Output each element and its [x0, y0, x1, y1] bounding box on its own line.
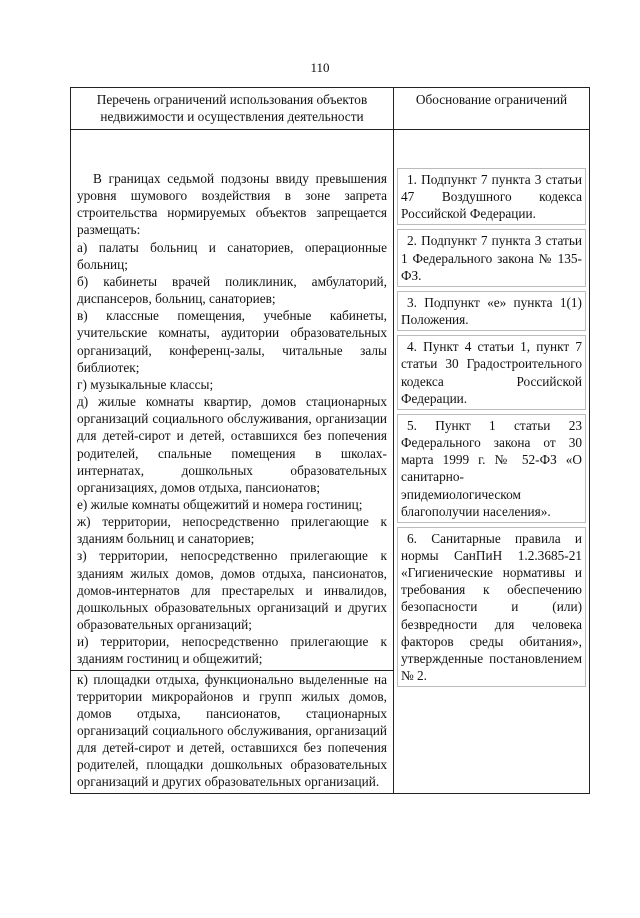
- table-body-row: [71, 130, 589, 793]
- restrictions-intro: В границах седьмой подзоны ввиду превышения уровня шумового воздействия в зоне запрета строительства нормируемых объектов запрещается размещать:: [77, 171, 387, 238]
- restrictions-table: [70, 87, 590, 794]
- justification-item-3: 3. Подпункт «е» пункта 1(1) Положения.: [397, 291, 586, 331]
- justification-item-6: 6. Санитарные правила и нормы СанПиН 1.2.3685-21 «Гигиенические нормативы и требования к обеспечению безопасности и (или) безвредности для человека факторов среды обитания», утвержденные постановлением № 2.: [397, 527, 586, 687]
- header-justification: Обоснование ограничений: [415, 92, 568, 107]
- justification-item-2: 2. Подпункт 7 пункта 3 статьи 1 Федерального закона № 135-ФЗ.: [397, 229, 586, 286]
- restriction-item-e: е) жилые комнаты общежитий и номера гостиниц;: [77, 496, 363, 512]
- restriction-item-k: к) площадки отдыха, функционально выделенные на территории микрорайонов и групп жилых домов, домов отдыха, пансионатов, стационарных организаций социального обслуживания, организаций для детей-сирот и детей, оставшихся без попечения родителей, площадки дошкольных образовательных организаций и других образовательных организаций.: [71, 670, 393, 791]
- restrictions-cell: [71, 130, 394, 793]
- restriction-item-z: з) территории, непосредственно прилегающие к зданиям жилых домов, домов отдыха, пансионатов, домов-интернатов для престарелых и инвалидов, дошкольных образовательных организаций и других образовательных организаций;: [77, 548, 387, 633]
- page-number: 110: [310, 60, 330, 75]
- justification-item-1: 1. Подпункт 7 пункта 3 статьи 47 Воздушного кодекса Российской Федерации.: [397, 168, 586, 225]
- restriction-item-zh: ж) территории, непосредственно прилегающие к зданиям больниц и санаториев;: [77, 514, 387, 547]
- restriction-item-b: б) кабинеты врачей поликлиник, амбулаторий, диспансеров, больниц, санаториев;: [77, 273, 387, 307]
- restriction-item-a: а) палаты больниц и санаториев, операционные больниц;: [77, 239, 387, 272]
- justification-item-4: 4. Пункт 4 статьи 1, пункт 7 статьи 30 Градостроительного кодекса Российской Федерации.: [397, 335, 586, 410]
- restriction-item-g: г) музыкальные классы;: [77, 376, 214, 392]
- header-restrictions: Перечень ограничений использования объектов недвижимости и осуществления деятельности: [71, 88, 394, 129]
- restriction-item-i: и) территории, непосредственно прилегающие к зданиям гостиниц и общежитий;: [77, 634, 387, 667]
- restriction-item-d: д) жилые комнаты квартир, домов стационарных организаций социального обслуживания, организации для детей-сирот и детей, оставшихся без попечения родителей, спальные помещения в школах-интернатах, дошкольных образовательных организациях, домов отдыха, пансионатов;: [77, 394, 387, 495]
- justifications-cell: [394, 130, 589, 793]
- table-header-row: [71, 88, 589, 130]
- restriction-item-v: в) классные помещения, учебные кабинеты, учительские комнаты, аудитории образовательных организаций, конференц-залы, читальные залы библиотек;: [77, 308, 387, 375]
- justification-item-5: 5. Пункт 1 статьи 23 Федерального закона от 30 марта 1999 г. № 52-ФЗ «О санитарно-эпидемиологическом благополучии населения».: [397, 414, 586, 523]
